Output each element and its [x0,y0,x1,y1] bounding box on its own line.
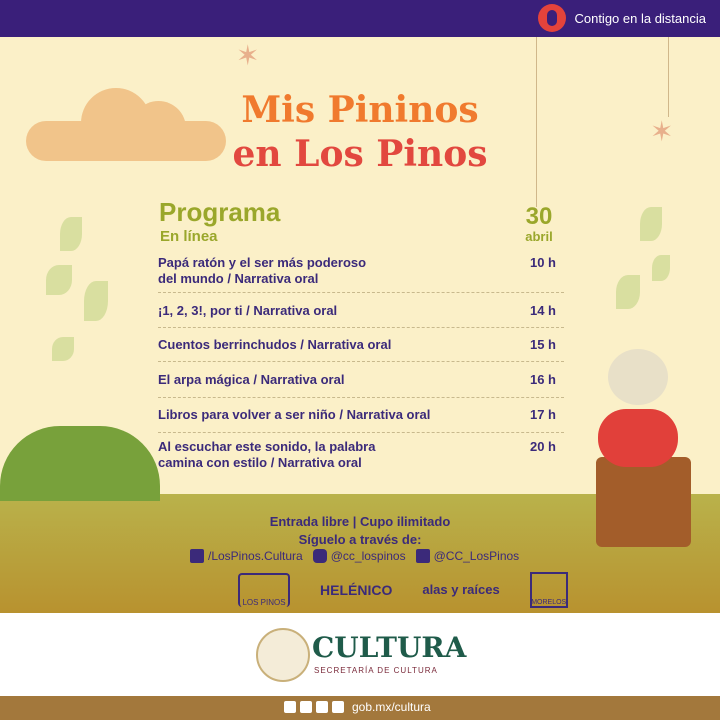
event-title: ¡1, 2, 3!, por ti / Narrativa oral [158,303,338,318]
leaf-decoration [84,281,108,321]
leaf-decoration [652,255,670,281]
facebook-link[interactable]: /LosPinos.Cultura [190,549,303,563]
twitter-icon [416,549,430,563]
event-time: 15 h [529,337,556,352]
contigo-logo-icon [538,4,566,32]
programa-subheading: En línea [160,228,218,245]
twitter-link[interactable]: @CC_LosPinos [416,549,520,563]
event-title: Libros para volver a ser niño / Narrativa oral [158,407,431,422]
schedule-row [158,254,564,293]
scene [0,37,720,613]
mexico-seal-icon [256,628,310,682]
facebook-icon[interactable] [284,701,296,713]
event-time: 16 h [529,372,556,387]
contigo-tagline: Contigo en la distancia [574,10,706,26]
cat-body [598,409,678,467]
event-title: Al escuchar este sonido, la palabra camina con estilo / Narrativa oral [158,439,376,470]
lospinos-logo: LOS PINOS [238,573,290,607]
schedule-row [158,399,564,433]
event-title: Papá ratón y el ser más poderoso del mundo / Narrativa oral [158,255,367,286]
title-line-1: Mis Pininos [241,89,479,131]
contigo-badge [538,6,706,30]
leaf-decoration [60,217,82,251]
helenico-logo: HELÉNICO [320,582,393,598]
morelos-logo: MORELOS [530,572,568,608]
event-time: 14 h [529,303,556,318]
event-time: 17 h [529,407,556,422]
leaf-decoration [52,337,74,361]
event-time: 10 h [529,255,556,270]
schedule-row [158,363,564,398]
top-bar [0,0,720,37]
instagram-icon [313,549,327,563]
star-icon: ✶ [650,115,674,148]
event-title: El arpa mágica / Narrativa oral [158,372,345,387]
instagram-icon[interactable] [316,701,328,713]
entrada-text: Entrada libre | Cupo ilimitado [269,514,451,529]
facebook-icon [190,549,204,563]
event-title: Cuentos berrinchudos / Narrativa oral [158,337,392,352]
alas-raices-logo: alas y raíces [422,582,500,597]
star-icon: ✶ [236,39,260,72]
cultura-logo: CULTURA [312,631,467,664]
youtube-icon[interactable] [332,701,344,713]
schedule-row [158,436,564,476]
cat-head [608,349,668,405]
leaf-decoration [46,265,72,295]
leaf-decoration [616,275,640,309]
title-line-2: en Los Pinos [232,133,488,175]
date-month: abril [525,229,553,244]
programa-heading: Programa [159,197,281,227]
date-day: 30 [525,203,553,230]
secretaria-text: SECRETARÍA DE CULTURA [314,666,438,675]
instagram-link[interactable]: @cc_lospinos [313,549,406,563]
schedule-row [158,297,564,328]
schedule-row [158,329,564,362]
bottom-social-icons [284,701,344,713]
event-time: 20 h [529,439,556,454]
bush-decoration [0,426,160,501]
social-links [190,549,519,563]
siguelo-text: Síguelo a través de: [298,532,422,547]
gob-url-link[interactable]: gob.mx/cultura [352,700,431,714]
partner-logos [238,572,568,608]
twitter-icon[interactable] [300,701,312,713]
leaf-decoration [640,207,662,241]
